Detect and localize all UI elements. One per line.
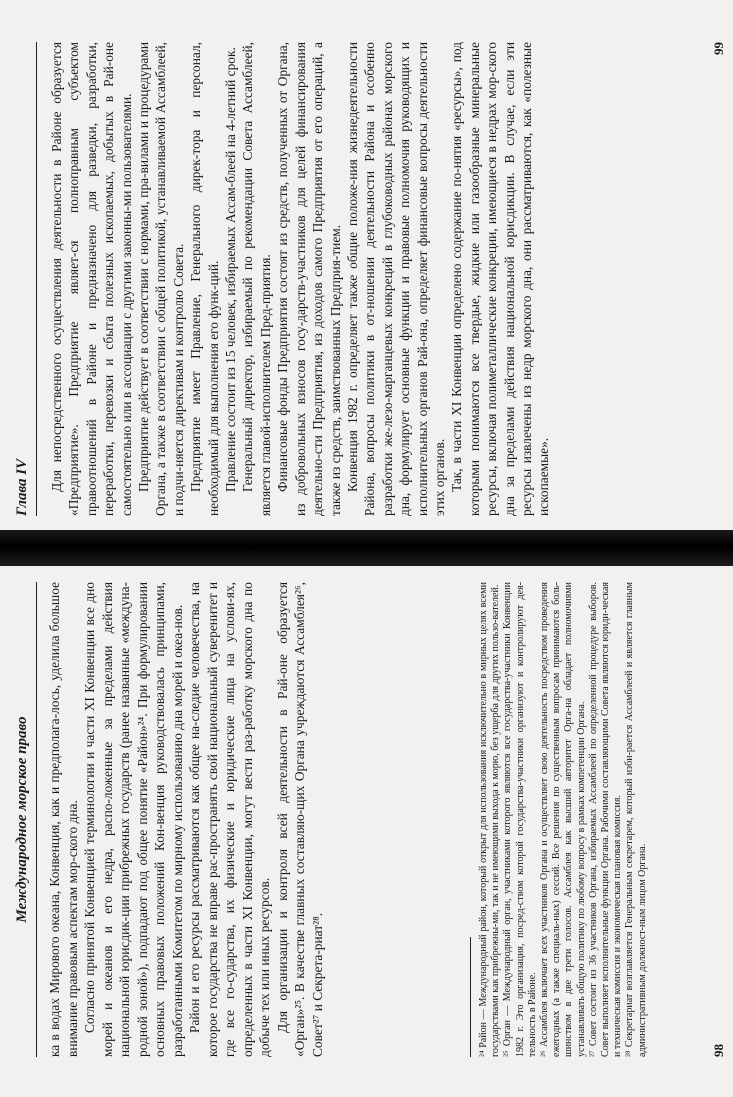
paragraph: Согласно принятой Конвенцией терминологии и части XI Конвенции все дно морей и океанов и его недра, распо-ложенные за пределами действия национальной юрисдик-ции прибрежных государств (ранее названные «междуна-родной зоной»), подпадают под общее понятие «Район»²⁴. При формулировании основных правовых положений Кон-венция руководствовалась принципами, разработанными Комитетом по мирному использованию дна морей и океа-нов.	[82, 582, 185, 1057]
paragraph: Район и его ресурсы рассматриваются как общее на-следие человечества, на которое государства не вправе рас-пространять свой национальный суверенитет и где все го-сударства, их физические и юридические лица на услови-ях, определенных в части XI Конвенции, могут вести раз-работку морского дна по добыче тех или иных ресурсов.	[187, 582, 272, 1057]
paragraph: Для непосредственного осуществления деятельности в Районе образуется «Предприятие». Предприятие являет-ся полноправным субъектом правоотношений в Районе и предназначено для разведки, разработки, переработки, перевозки и сбыта полезных ископаемых, добытых в Рай-оне самостоятельно или в ассоциации с другими законны-ми пользователями.	[49, 42, 134, 516]
right-page	[0, 0, 733, 530]
paragraph: Правление состоит из 15 человек, избираемых Ассам-блеей на 4-летний срок.	[223, 47, 239, 492]
paragraph: Конвенция 1982 г. определяет также общие положе-ния жизнедеятельности Района, вопросы политики в от-ношении деятельности Района и особенно разработки же-лезо-марганцевых конкреций в глубоководных районах морского дна, формулирует основные функции и правовые полномочия руководящих и исполнительных органов Рай-она, определяет финансовые вопросы деятельности этих органов.	[344, 42, 447, 516]
left-page	[0, 566, 733, 1097]
footnote: ²⁵ Орган — Международный орган, участниками которого являются все государства-участники Конвенции 1982 г. Это организация, посред-ством которой государства-участники организуют и контролируют дея-тельность в Районе.	[502, 582, 538, 1057]
footnotes	[478, 582, 649, 1057]
footnote: ²⁸ Секретариат возглавляется Генеральным секретарем, который изби-рается Ассамблеей и является главным административным должност-ным лицом Органа.	[624, 582, 648, 1057]
footnote: ²⁴ Район — Международный район, который открыт для использования исключительно в мирных целях всеми государствами как прибрежны-ми, так и не имеющими выхода к морю, без ущерба для других пользо-вателей.	[478, 582, 502, 1057]
paragraph: Финансовые фонды Предприятия состоят из средств, полученных от Органа, из добровольных взносов госу-дарств-участников для целей финансирования деятельно-сти Предприятия, из доходов самого Предприятия от его операций, а также из средств, заимствованных Предприя-тием.	[275, 42, 343, 516]
running-head: Глава IV	[8, 42, 37, 516]
page-number: 98	[711, 1044, 726, 1057]
book-gutter	[0, 530, 733, 566]
body-text	[48, 42, 553, 516]
footnote: ²⁷ Совет состоит из 36 участников Органа, избираемых Ассамблеей по определенной процедуре выборов. Совет выполняет исполнительные функции Органа. Рабочими составляющими Совета являются юриди-ческая и техническая комиссия и экономическая плановая комиссия.	[587, 582, 624, 1057]
paragraph: Для организации и контроля всей деятельности в Рай-оне образуется «Орган»²⁵. В качестве главных составляю-щих Органа учреждаются Ассамблея²⁶, Совет²⁷ и Секрета-риат²⁸.	[274, 582, 325, 1057]
paragraph: Генеральный директор, избираемый по рекомендации Совета Ассамблеей, является главой-исполнителем Пред-приятия.	[240, 42, 273, 516]
page-number: 99	[711, 42, 726, 55]
footnote-divider	[470, 937, 471, 1057]
paragraph: ка в водах Мирового океана, Конвенция, как и предполага-лось, уделила большое внимание правовым аспектам мор-ского дна.	[47, 582, 80, 1057]
body-text	[46, 582, 326, 1057]
paragraph: Предприятие имеет Правление, Генерального дирек-тора и персонал, необходимый для выполнения его функ-ций.	[188, 42, 221, 516]
running-head: Международное морское право	[8, 582, 37, 1057]
paragraph: Так, в части XI Конвенции определено содержание по-нятия «ресурсы», под которыми понимаются все твердые, жидкие или газообразные минеральные ресурсы, включая полиметаллические конкреции, имеющиеся в недрах мор-ского дна за пределами действия национальной юрисдикции. В случае, если эти ресурсы извлечены из недр морского дна, они рассматриваются, как «полезные ископаемые».	[449, 42, 552, 516]
footnote: ²⁶ Ассамблея включает всех участников Органа и осуществляет свою деятельность посредством проведения ежегодных (а также специаль-ных) сессий. Все решения по существенным вопросам принимаются боль-шинством в две трети голосов. Ассамблея как высший авторитет Орга-на обладает полномочиями устанавливать общую политику по любому вопросу в рамках компетенции Органа.	[539, 582, 587, 1057]
paragraph: Предприятие действует в соответствии с нормами, пра-вилами и процедурами Органа, а также в соответствии с общей политикой, устанавливаемой Ассамблеей, и подчи-няется директивам и контролю Совета.	[136, 42, 186, 516]
